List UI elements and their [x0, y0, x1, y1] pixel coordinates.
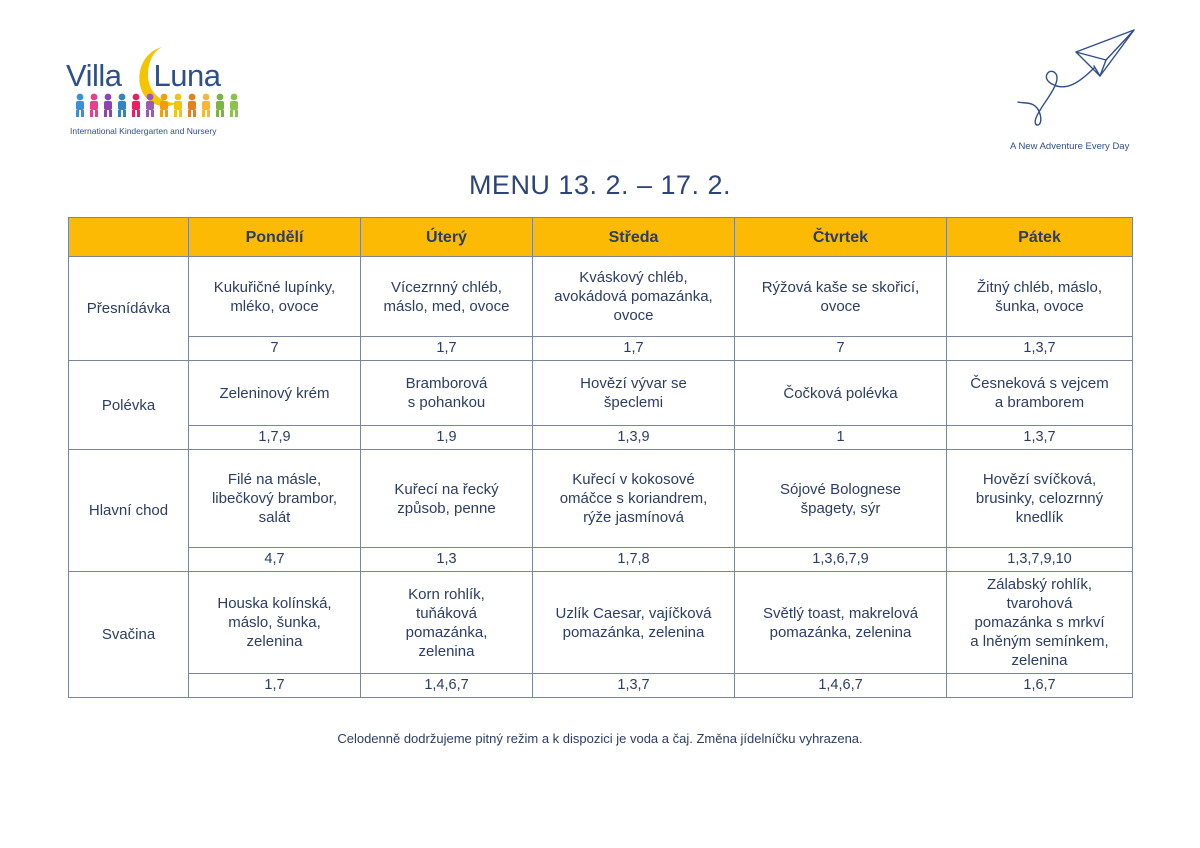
table-header-row [69, 218, 1133, 257]
meal-cell: Kváskový chléb, avokádová pomazánka, ovoce [533, 257, 735, 337]
villa-luna-logo [66, 40, 256, 140]
allergen-cell: 4,7 [189, 548, 361, 572]
allergen-cell: 1,3,7 [533, 674, 735, 698]
meal-cell: Filé na másle, libečkový brambor, salát [189, 450, 361, 548]
allergen-cell: 1,9 [361, 426, 533, 450]
day-header: Středa [533, 218, 735, 257]
allergen-cell: 1,3,7,9,10 [947, 548, 1133, 572]
allergen-cell: 1,4,6,7 [735, 674, 947, 698]
meal-label: Hlavní chod [69, 450, 189, 572]
allergen-row [69, 337, 1133, 361]
logo-subtitle: International Kindergarten and Nursery [70, 126, 217, 136]
meal-cell: Zálabský rohlík, tvarohová pomazánka s mrkví a lněným semínkem, zelenina [947, 572, 1133, 674]
meal-label: Polévka [69, 361, 189, 450]
meal-cell: Vícezrnný chléb, máslo, med, ovoce [361, 257, 533, 337]
children-figures-icon [72, 92, 242, 118]
meal-cell: Korn rohlík, tuňáková pomazánka, zelenina [361, 572, 533, 674]
logo-name-right: Luna [153, 58, 221, 93]
meal-cell: Kuřecí v kokosové omáčce s koriandrem, rýže jasmínová [533, 450, 735, 548]
meal-row [69, 257, 1133, 337]
allergen-cell: 1,3,7 [947, 426, 1133, 450]
allergen-cell: 1,3,9 [533, 426, 735, 450]
allergen-cell: 7 [735, 337, 947, 361]
allergen-cell: 1,7,8 [533, 548, 735, 572]
allergen-cell: 1,3,7 [947, 337, 1133, 361]
meal-cell: Hovězí svíčková, brusinky, celozrnný knedlík [947, 450, 1133, 548]
allergen-cell: 1,6,7 [947, 674, 1133, 698]
allergen-row [69, 426, 1133, 450]
footer-note: Celodenně dodržujeme pitný režim a k dispozici je voda a čaj. Změna jídelníčku vyhrazena. [337, 731, 863, 746]
allergen-cell: 1,7 [361, 337, 533, 361]
allergen-cell: 1,3 [361, 548, 533, 572]
meal-cell: Zeleninový krém [189, 361, 361, 426]
meal-cell: Česneková s vejcem a bramborem [947, 361, 1133, 426]
meal-cell: Hovězí vývar se špeclemi [533, 361, 735, 426]
allergen-row [69, 674, 1133, 698]
day-header: Pátek [947, 218, 1133, 257]
allergen-cell: 7 [189, 337, 361, 361]
allergen-cell: 1 [735, 426, 947, 450]
header-empty-cell [69, 218, 189, 257]
logo-name-left: Villa [66, 58, 122, 93]
meal-cell: Žitný chléb, máslo, šunka, ovoce [947, 257, 1133, 337]
meal-cell: Světlý toast, makrelová pomazánka, zelenina [735, 572, 947, 674]
allergen-cell: 1,4,6,7 [361, 674, 533, 698]
meal-cell: Houska kolínská, máslo, šunka, zelenina [189, 572, 361, 674]
meal-cell: Kuřecí na řecký způsob, penne [361, 450, 533, 548]
meal-cell: Bramborová s pohankou [361, 361, 533, 426]
allergen-cell: 1,3,6,7,9 [735, 548, 947, 572]
menu-title: MENU 13. 2. – 17. 2. [468, 170, 732, 200]
day-header: Čtvrtek [735, 218, 947, 257]
allergen-cell: 1,7 [189, 674, 361, 698]
meal-label: Svačina [69, 572, 189, 698]
meal-cell: Rýžová kaše se skořicí, ovoce [735, 257, 947, 337]
allergen-cell: 1,7,9 [189, 426, 361, 450]
meal-cell: Čočková polévka [735, 361, 947, 426]
day-header: Úterý [361, 218, 533, 257]
meal-row [69, 572, 1133, 674]
paper-plane-icon [1010, 22, 1142, 134]
meal-row [69, 450, 1133, 548]
allergen-row [69, 548, 1133, 572]
tagline: A New Adventure Every Day [1010, 141, 1130, 152]
allergen-cell: 1,7 [533, 337, 735, 361]
meal-label: Přesnídávka [69, 257, 189, 361]
meal-cell: Sójové Bolognese špagety, sýr [735, 450, 947, 548]
meal-row [69, 361, 1133, 426]
menu-table [68, 217, 1133, 698]
meal-cell: Uzlík Caesar, vajíčková pomazánka, zelenina [533, 572, 735, 674]
day-header: Pondělí [189, 218, 361, 257]
meal-cell: Kukuřičné lupínky, mléko, ovoce [189, 257, 361, 337]
